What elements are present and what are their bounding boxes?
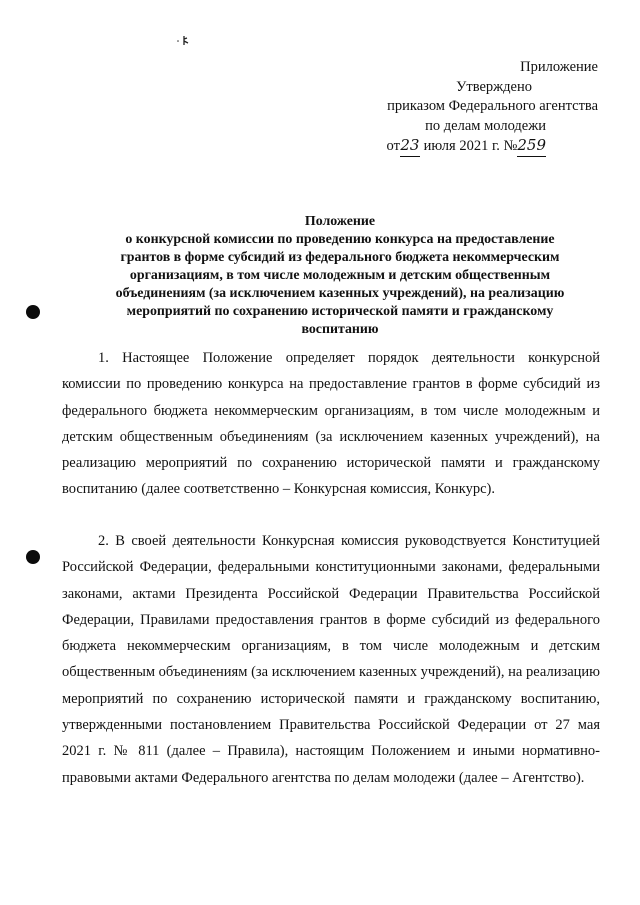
date-rest: июля 2021 г. № — [423, 138, 518, 154]
punch-hole-bottom — [26, 550, 40, 564]
order-issuer: приказом Федерального агентства — [387, 98, 598, 114]
order-date-line — [387, 136, 546, 157]
title-line: мероприятий по сохранению исторической памяти и гражданскому — [126, 304, 554, 319]
title-line: объединениям (за исключением казенных учреждений), на реализацию — [115, 286, 565, 301]
title-line: воспитанию — [301, 322, 379, 337]
scan-speck — [176, 35, 190, 47]
paragraph-2: 2. В своей деятельности Конкурсная комиссия руководствуется Конституцией Российской Федерации, федеральными конституционными законами, федеральными законами, актами Президента Российской Федерации Правительства Российской Федерации, Правилами предоставления грантов в форме субсидий из федерального бюджета некоммерческим организациям, в том числе молодежным и детским общественным объединениям (за исключением казенных учреждений), на реализацию мероприятий по сохранению исторической памяти и гражданскому воспитанию, утвержденными постановлением Правительства Российской Федерации от 27 мая 2021 г. № 811 (далее – Правила), настоящим Положением и иными нормативно-правовыми актами Федерального агентства по делам молодежи (далее – Агентство). — [62, 533, 600, 786]
document-title — [80, 213, 600, 339]
title-line: Положение — [304, 214, 376, 229]
approval-block — [387, 58, 598, 157]
title-line: организациям, в том числе молодежным и детским общественным — [129, 268, 551, 283]
order-number-handwritten: 259 — [517, 136, 546, 157]
agency-name: по делам молодежи — [425, 117, 546, 134]
date-prefix: от — [386, 138, 400, 154]
approved-label: Утверждено — [456, 78, 532, 95]
title-line: грантов в форме субсидий из федерального бюджета некоммерческим — [120, 250, 560, 265]
punch-hole-top — [26, 305, 40, 319]
appendix-label: Приложение — [520, 59, 598, 75]
title-line: о конкурсной комиссии по проведению конкурса на предоставление — [125, 232, 555, 247]
date-day-handwritten: 23 — [400, 136, 420, 157]
paragraph-1: 1. Настоящее Положение определяет порядок деятельности конкурсной комиссии по проведению конкурса на предоставление грантов в форме субсидий из федерального бюджета некоммерческим организациям, в том числе молодежным и детским общественным объединениям (за исключением казенных учреждений), на реализацию мероприятий по сохранению исторической памяти и гражданскому воспитанию (далее соответственно – Конкурсная комиссия, Конкурс). — [62, 350, 600, 498]
